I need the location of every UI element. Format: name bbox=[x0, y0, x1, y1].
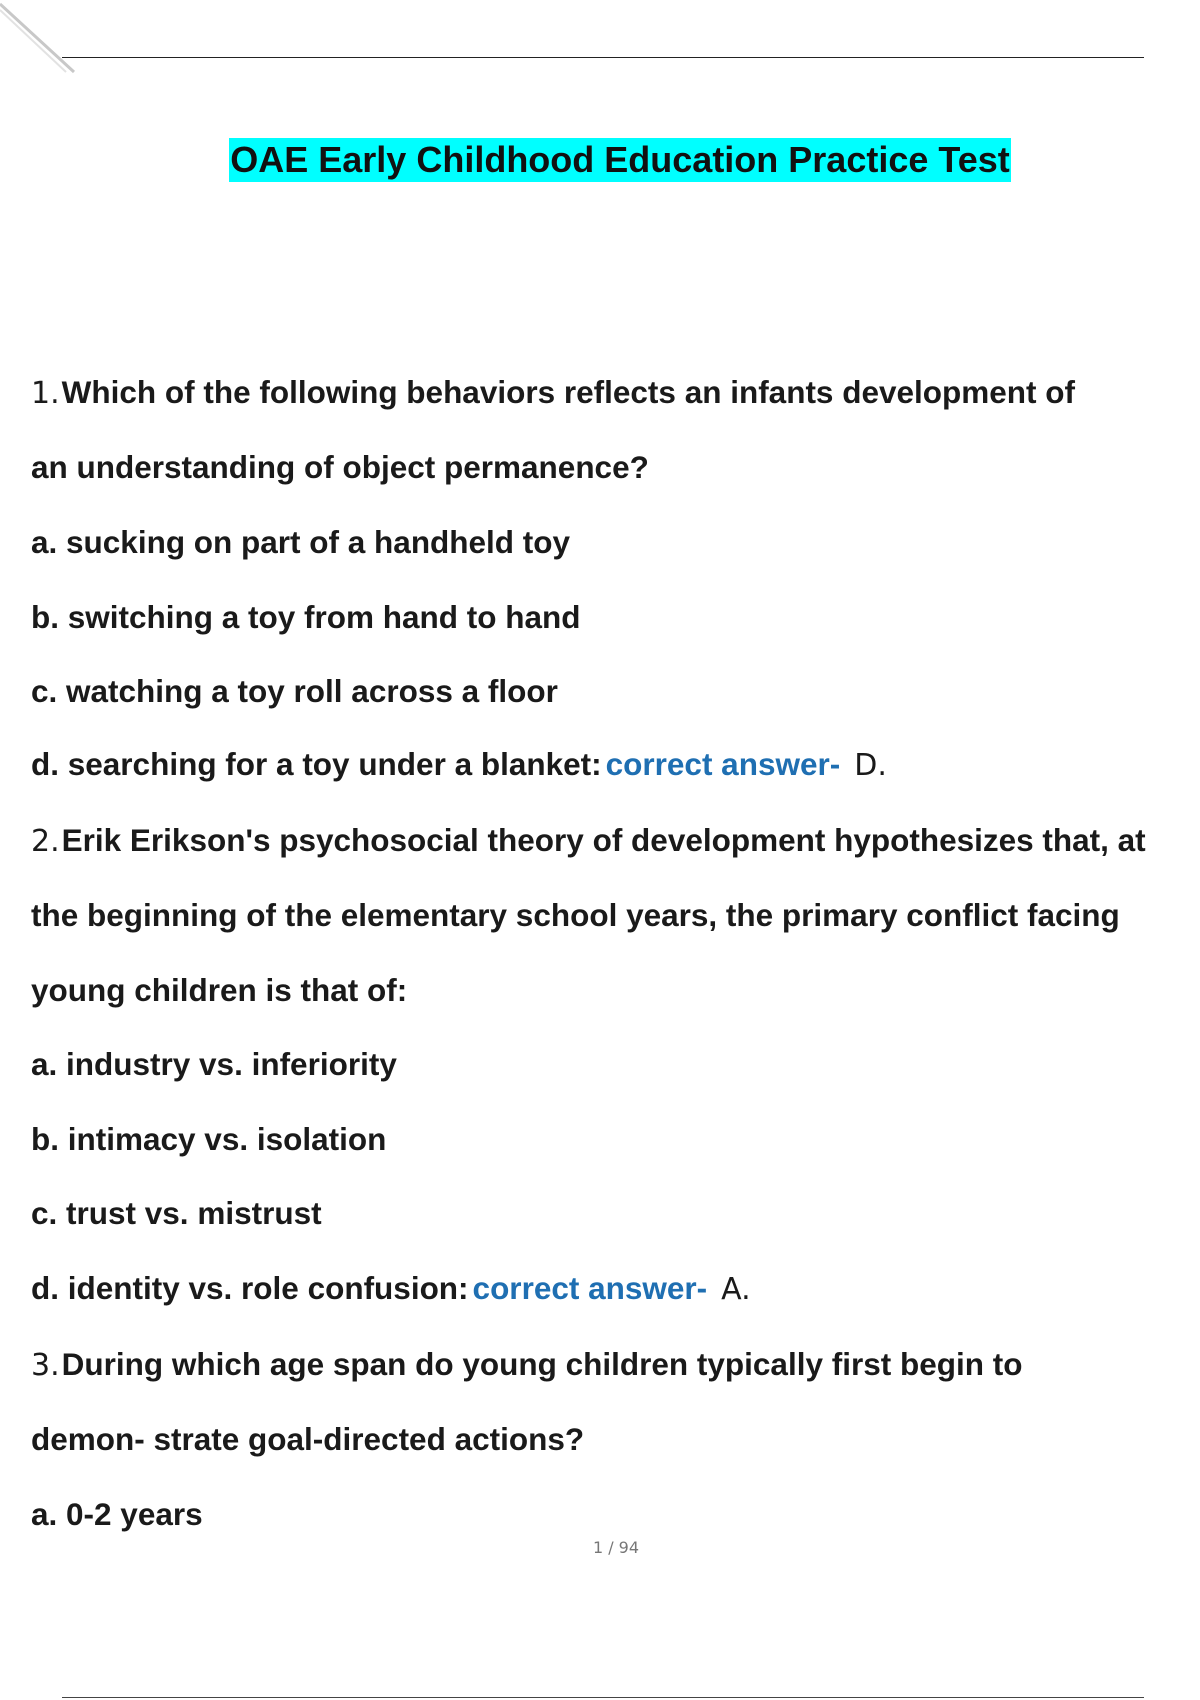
document-title: OAE Early Childhood Education Practice Test bbox=[230, 139, 1010, 180]
question-1-stem-line-2: an understanding of object permanence? bbox=[31, 449, 649, 485]
question-1-option-b: b. switching a toy from hand to hand bbox=[31, 599, 581, 635]
question-2-stem-line-3: young children is that of: bbox=[31, 972, 408, 1008]
question-2-option-b: b. intimacy vs. isolation bbox=[31, 1121, 387, 1157]
question-2-option-a: a. industry vs. inferiority bbox=[31, 1046, 397, 1082]
correct-answer-label: correct answer- bbox=[472, 1270, 708, 1306]
question-1-option-c: c. watching a toy roll across a floor bbox=[31, 673, 558, 709]
question-3-stem-line-2: demon- strate goal-directed actions? bbox=[31, 1421, 585, 1457]
title-block bbox=[225, 138, 1015, 182]
page-indicator: 1 / 94 bbox=[592, 1538, 640, 1557]
question-1-stem-line-1: 1.Which of the following behaviors reflects an infants development of bbox=[31, 374, 1075, 411]
correct-answer-value: A. bbox=[721, 1272, 751, 1307]
question-2-stem-line-1: 2.Erik Erikson's psychosocial theory of development hypothesizes that, at bbox=[31, 822, 1146, 859]
footer-rule bbox=[62, 1697, 1144, 1698]
question-1-option-d: d. searching for a toy under a blanket: correct answer- D. bbox=[31, 746, 887, 783]
question-2-option-d: d. identity vs. role confusion: correct answer- A. bbox=[31, 1270, 751, 1307]
correct-answer-label: correct answer- bbox=[605, 746, 841, 782]
question-3-option-a: a. 0-2 years bbox=[31, 1496, 203, 1532]
correct-answer-value: D. bbox=[854, 748, 887, 783]
page-corner-fold bbox=[0, 0, 80, 80]
question-3-stem-line-1: 3.During which age span do young children typically first begin to bbox=[31, 1346, 1023, 1383]
question-2-option-c: c. trust vs. mistrust bbox=[31, 1195, 322, 1231]
question-number: 2. bbox=[31, 824, 60, 859]
header-rule bbox=[62, 57, 1144, 58]
question-1-option-a: a. sucking on part of a handheld toy bbox=[31, 524, 571, 560]
question-number: 1. bbox=[31, 376, 60, 411]
question-number: 3. bbox=[31, 1348, 60, 1383]
question-2-stem-line-2: the beginning of the elementary school years, the primary conflict facing bbox=[31, 897, 1120, 933]
